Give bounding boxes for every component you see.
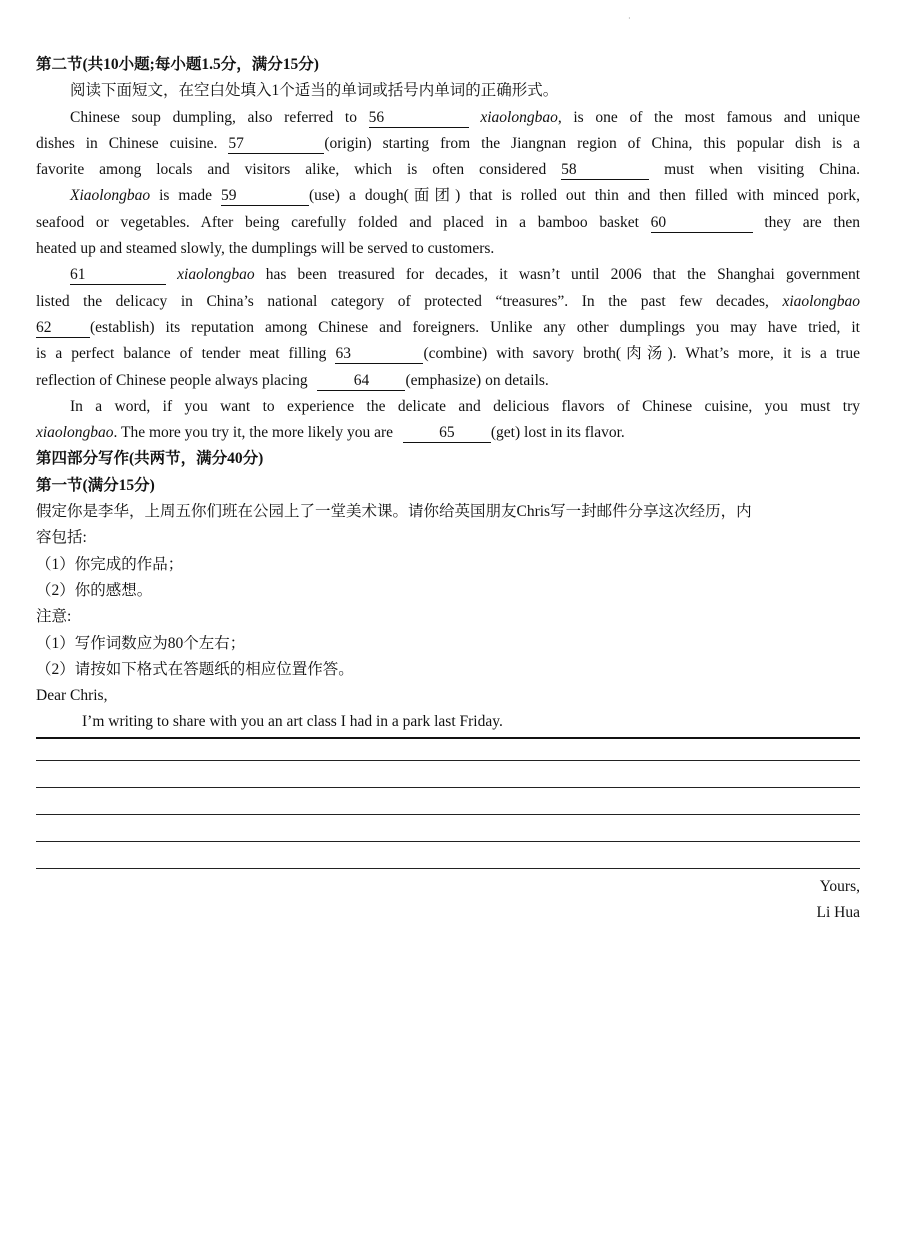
- answer-line-5[interactable]: [36, 815, 860, 842]
- p2-line-1: Xiaolongbao is made 59 (use) a dough(面团) that is rolled out thin and then filled with minced pork,: [70, 187, 861, 205]
- opening-sentence: I’m writing to share with you an art class I had in a park last Friday.: [82, 713, 503, 731]
- p1-line-2: dishes in Chinese cuisine. 57 (origin) starting from the Jiangnan region of China, this popular dish is a: [36, 134, 860, 152]
- p1-line-1: Chinese soup dumpling, also referred to 56 xiaolongbao, is one of the most famous and unique: [70, 108, 861, 126]
- p4-line-2: xiaolongbao. The more you try it, the more likely you are 65 (get) lost in its flavor.: [36, 424, 625, 442]
- signature: Li Hua: [816, 904, 860, 922]
- note-2: （2）请按如下格式在答题纸的相应位置作答。: [36, 660, 354, 678]
- p3-line-1: 61 xiaolongbao has been treasured for decades, it wasn’t until 2006 that the Shanghai government: [70, 266, 861, 284]
- blank-64[interactable]: 64: [317, 372, 405, 391]
- blank-58[interactable]: 58: [561, 161, 649, 180]
- answer-line-6[interactable]: [36, 842, 860, 869]
- answer-line-4[interactable]: [36, 788, 860, 815]
- corner-mark: ·: [628, 14, 631, 23]
- p3-line-5: reflection of Chinese people always placing 64 (emphasize) on details.: [36, 371, 549, 389]
- blank-63[interactable]: 63: [335, 345, 423, 364]
- note-1: （1）写作词数应为80个左右；: [36, 634, 246, 652]
- requirement-1: （1）你完成的作品；: [36, 555, 184, 573]
- notes-title: 注意:: [36, 608, 72, 626]
- instruction: 阅读下面短文，在空白处填入1个适当的单词或括号内单词的正确形式。: [70, 82, 559, 100]
- p3-line-3: 62 (establish) its reputation among Chinese and foreigners. Unlike any other dumplings you may have tried, it: [36, 318, 860, 336]
- part4-header: 第四部分写作(共两节，满分40分): [36, 450, 264, 468]
- p4-line-1: In a word, if you want to experience the delicate and delicious flavors of Chinese cuisine, you must try: [70, 397, 860, 415]
- section1-header: 第一节(满分15分): [36, 476, 155, 494]
- p1-line-3: favorite among locals and visitors alike, which is often considered 58 must when visiting China.: [36, 161, 861, 179]
- blank-59[interactable]: 59: [221, 187, 309, 206]
- prompt-line-1: 假定你是李华，上周五你们班在公园上了一堂美术课。请你给英国朋友Chris写一封邮件分享这次经历，内: [36, 503, 752, 521]
- blank-62[interactable]: 62: [36, 319, 90, 338]
- p3-line-2: listed the delicacy in China’s national category of protected “treasures”. In the past few decades, xiaolongbao: [36, 292, 860, 310]
- requirement-2: （2）你的感想。: [36, 581, 153, 599]
- answer-line-2[interactable]: [36, 739, 860, 761]
- blank-56[interactable]: 56: [369, 109, 469, 128]
- closing: Yours,: [819, 877, 860, 895]
- section-header: 第二节(共10小题;每小题1.5分，满分15分): [36, 56, 319, 73]
- p3-line-4: is a perfect balance of tender meat filling 63 (combine) with savory broth(肉汤). What’s more, it is a true: [36, 345, 860, 363]
- prompt-line-2: 容包括:: [36, 529, 87, 547]
- blank-65[interactable]: 65: [403, 424, 491, 443]
- salutation: Dear Chris,: [36, 687, 108, 705]
- answer-line-3[interactable]: [36, 761, 860, 788]
- blank-61[interactable]: 61: [70, 266, 166, 285]
- exam-page: [36, 52, 860, 926]
- p2-line-2: seafood or vegetables. After being carefully folded and placed in a bamboo basket 60 they are then: [36, 213, 861, 231]
- blank-57[interactable]: 57: [228, 135, 324, 154]
- p2-line-3: heated up and steamed slowly, the dumplings will be served to customers.: [36, 240, 495, 258]
- blank-60[interactable]: 60: [651, 214, 753, 233]
